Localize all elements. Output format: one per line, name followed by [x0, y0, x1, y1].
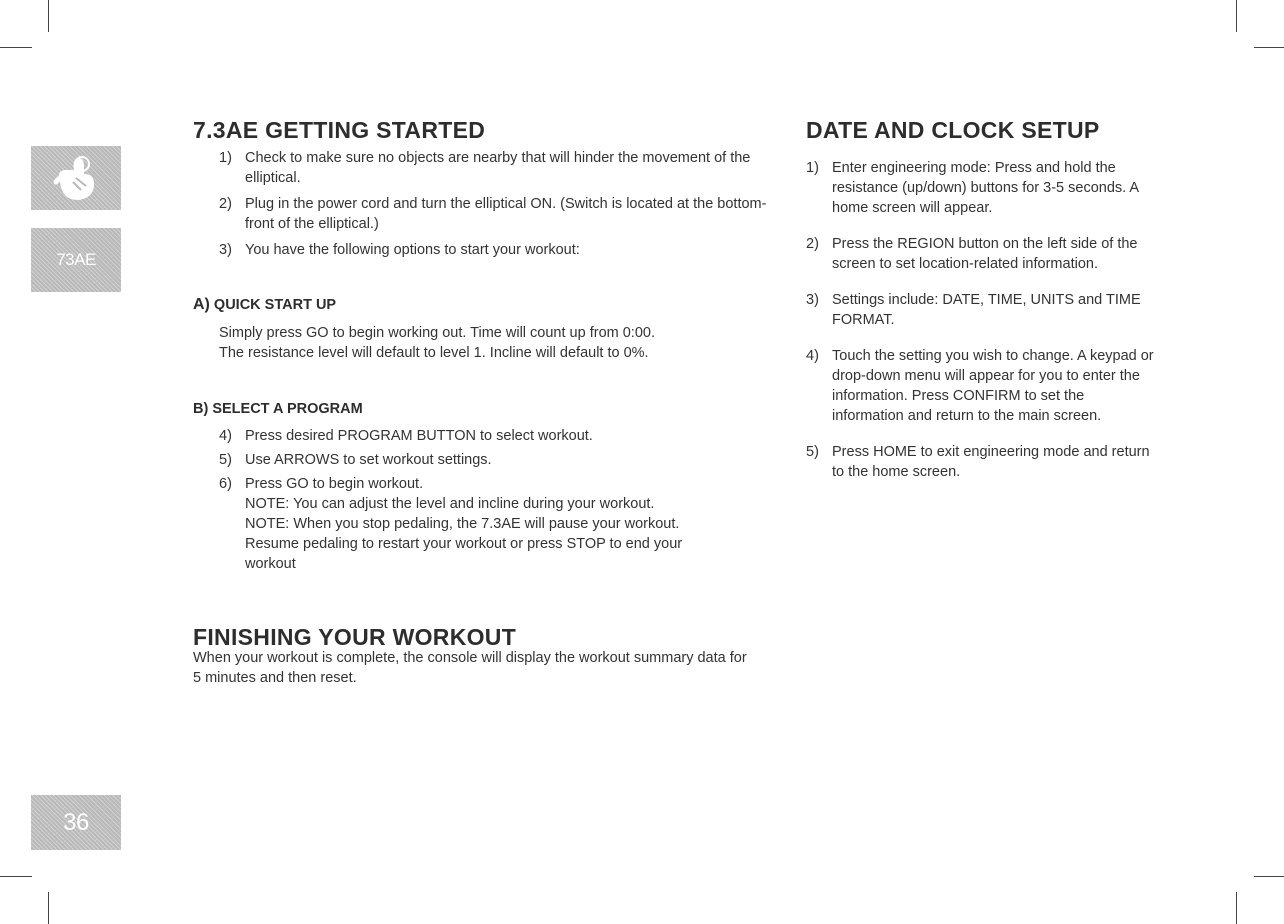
crop-mark [1236, 0, 1237, 32]
step-number: 5) [219, 452, 232, 468]
list-item [219, 426, 767, 446]
list-item [806, 290, 1156, 330]
step-text: Press desired PROGRAM BUTTON to select workout. [245, 428, 593, 444]
list-item [219, 194, 767, 234]
finishing-title: FINISHING YOUR WORKOUT [193, 624, 517, 650]
page-number: 36 [63, 808, 89, 836]
getting-started-steps [219, 148, 767, 266]
quick-start-line-1: Simply press GO to begin working out. Time will count up from 0:00. [219, 325, 655, 341]
step-number: 1) [806, 160, 819, 176]
crop-mark [1254, 876, 1284, 877]
step-text: Plug in the power cord and turn the elliptical ON. (Switch is located at the bottom-front of the elliptical.) [245, 196, 767, 232]
crop-mark [48, 0, 49, 32]
step-text: You have the following options to start your workout: [245, 242, 580, 258]
step-number: 3) [806, 292, 819, 308]
date-clock-steps [806, 158, 1156, 482]
note-line: NOTE: When you stop pedaling, the 7.3AE will pause your workout. [245, 516, 680, 532]
list-item [219, 450, 767, 470]
finishing-text: When your workout is complete, the console will display the workout summary data for 5 minutes and then reset. [193, 650, 747, 686]
step-number: 4) [806, 348, 819, 364]
step-text: Use ARROWS to set workout settings. [245, 452, 492, 468]
note-line: workout [245, 556, 296, 572]
quick-start-heading [193, 296, 336, 314]
quick-start-prefix: A) [193, 296, 210, 313]
list-item [806, 346, 1156, 426]
crop-mark [0, 876, 32, 877]
step-number: 2) [219, 196, 232, 212]
quick-start-body [219, 323, 767, 363]
step-text: Check to make sure no objects are nearby that will hinder the movement of the elliptical. [245, 150, 751, 186]
list-item [219, 240, 767, 260]
crop-mark [1236, 892, 1237, 924]
hand-pointer-icon [46, 152, 106, 204]
step-number: 5) [806, 444, 819, 460]
list-item [806, 442, 1156, 482]
note-line: NOTE: You can adjust the level and incline during your workout. [245, 496, 655, 512]
page-number-tab [31, 795, 121, 850]
hand-tab [31, 146, 121, 210]
step-number: 4) [219, 428, 232, 444]
step-number: 1) [219, 150, 232, 166]
step-text: Press HOME to exit engineering mode and return to the home screen. [832, 444, 1150, 480]
quick-start-title: QUICK START UP [213, 297, 337, 313]
list-item [219, 148, 767, 188]
select-program-heading: B) SELECT A PROGRAM [193, 401, 363, 417]
select-program-steps [219, 426, 767, 574]
model-tab-label: 73AE [56, 250, 96, 269]
step-number: 3) [219, 242, 232, 258]
model-tab [31, 228, 121, 292]
crop-mark [0, 47, 32, 48]
step-text: Press GO to begin workout. [245, 476, 424, 492]
date-clock-title: DATE AND CLOCK SETUP [806, 117, 1100, 143]
step-text: Settings include: DATE, TIME, UNITS and TIME FORMAT. [832, 292, 1141, 328]
step-text: Press the REGION button on the left side of the screen to set location-related information. [832, 236, 1138, 272]
step-number: 2) [806, 236, 819, 252]
list-item [219, 474, 767, 574]
crop-mark [48, 892, 49, 924]
quick-start-line-2: The resistance level will default to level 1. Incline will default to 0%. [219, 345, 649, 361]
note-line: Resume pedaling to restart your workout or press STOP to end your [245, 536, 683, 552]
list-item [806, 158, 1156, 218]
step-text: Enter engineering mode: Press and hold the resistance (up/down) buttons for 3-5 seconds. A home screen will appear. [832, 160, 1139, 216]
crop-mark [1254, 47, 1284, 48]
getting-started-title: 7.3AE GETTING STARTED [193, 117, 486, 143]
list-item [806, 234, 1156, 274]
step-number: 6) [219, 476, 232, 492]
step-text: Touch the setting you wish to change. A keypad or drop-down menu will appear for you to enter the information. Press CONFIRM to set the information and return to the main screen. [832, 348, 1154, 424]
